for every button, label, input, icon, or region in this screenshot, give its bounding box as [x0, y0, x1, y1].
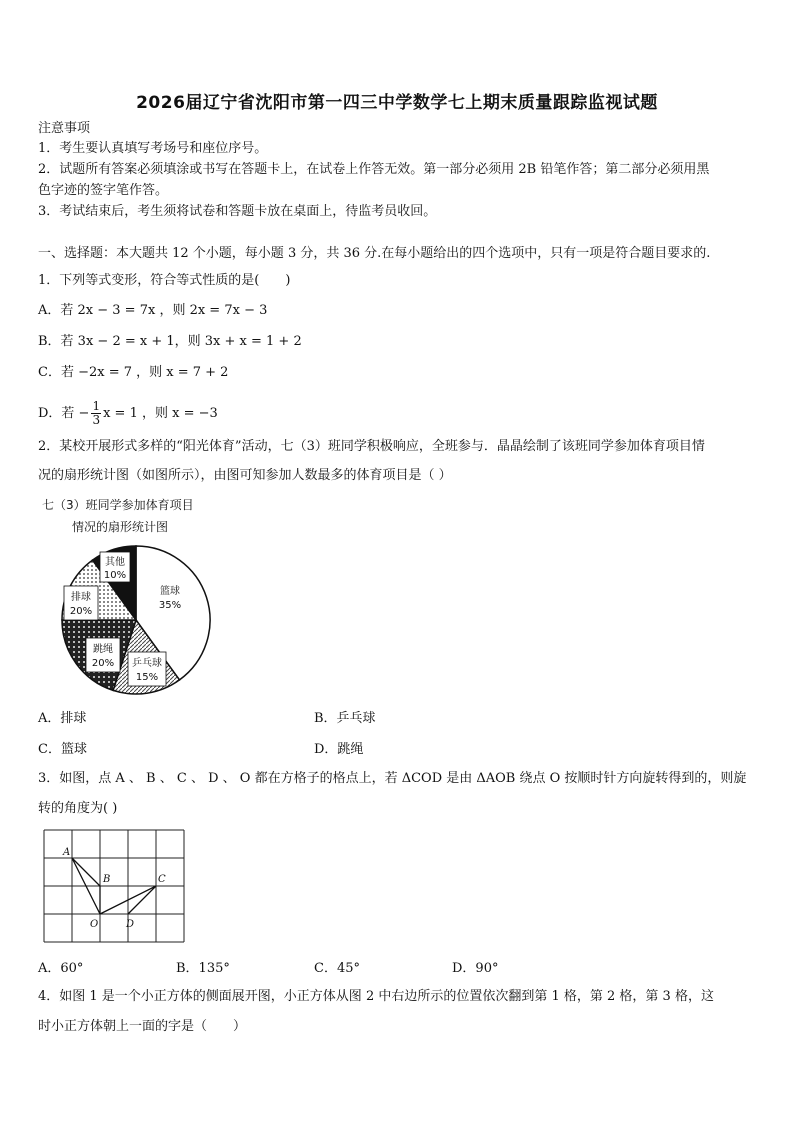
fraction-numerator: 1 — [92, 399, 101, 413]
notice-item-2-cont: 色字迹的签字笔作答。 — [38, 183, 169, 198]
pie-title-line2: 情况的扇形统计图 — [72, 520, 169, 534]
pie-label-pingpong-name: 乒乓球 — [132, 658, 162, 669]
q2-option-a: A．排球 — [38, 711, 87, 726]
pie-chart-figure — [42, 496, 232, 696]
pie-chart — [42, 540, 232, 700]
pie-label-basketball-name: 篮球 — [160, 586, 180, 597]
pie-label-other-pct: 10% — [103, 570, 127, 581]
q1-option-d-prefix: D．若 − — [38, 406, 90, 421]
q1-option-d — [38, 400, 760, 427]
point-b-label: B — [103, 874, 111, 885]
pie-label-volleyball-name: 排球 — [71, 592, 91, 603]
section-heading: 一、选择题：本大题共 12 个小题，每小题 3 分，共 36 分.在每小题给出的四个选项中，只有一项是符合题目要求的. — [38, 246, 711, 261]
q1-option-b: B．若 3x − 2 = x + 1，则 3x + x = 1 + 2 — [38, 334, 302, 349]
point-d-label: D — [126, 919, 135, 930]
q3-stem-line2: 转的角度为( ) — [38, 801, 118, 816]
pie-label-jumprope-pct: 20% — [91, 658, 115, 669]
notice-item-3: 3．考试结束后，考生须将试卷和答题卡放在桌面上，待监考员收回。 — [38, 204, 437, 219]
pie-label-volleyball-pct: 20% — [69, 606, 93, 617]
q3-stem-line1: 3．如图，点 A 、 B 、 C 、 D 、 O 都在方格子的格点上，若 ΔCOD 是由 ΔAOB 绕点 O 按顺时针方向旋转得到的，则旋 — [38, 771, 747, 786]
q3-option-a: A．60° — [38, 961, 84, 976]
q2-option-c: C．篮球 — [38, 742, 87, 757]
point-a-label: A — [63, 847, 71, 858]
q1-option-c: C．若 −2x = 7 ，则 x = 7 + 2 — [38, 365, 229, 380]
page-title: 2026届辽宁省沈阳市第一四三中学数学七上期末质量跟踪监视试题 — [136, 93, 658, 113]
notice-item-1: 1．考生要认真填写考场号和座位序号。 — [38, 141, 268, 156]
pie-label-other-name: 其他 — [105, 557, 125, 568]
pie-label-basketball-pct: 35% — [158, 600, 182, 611]
q1-option-d-suffix: x = 1 ，则 x = −3 — [103, 406, 218, 421]
q1-option-a: A．若 2x − 3 = 7x ，则 2x = 7x − 3 — [38, 303, 268, 318]
fraction-one-third — [91, 400, 101, 427]
q2-stem-line1: 2．某校开展形式多样的“阳光体育”活动，七（3）班同学积极响应，全班参与．晶晶绘制了该班同学参加体育项目情 — [38, 439, 705, 454]
pie-label-pingpong-pct: 15% — [135, 672, 159, 683]
q2-stem-line2: 况的扇形统计图（如图所示），由图可知参加人数最多的体育项目是（ ） — [38, 468, 452, 483]
q3-option-d: D．90° — [452, 961, 499, 976]
q4-stem-line2: 时小正方体朝上一面的字是（ ） — [38, 1019, 247, 1034]
notice-heading: 注意事项 — [38, 121, 91, 136]
fraction-denominator: 3 — [92, 413, 101, 427]
q3-option-b: B．135° — [176, 961, 230, 976]
q2-option-d: D．跳绳 — [314, 742, 364, 757]
point-c-label: C — [158, 874, 166, 885]
grid-figure — [42, 828, 188, 946]
pie-title-line1: 七（3）班同学参加体育项目 — [42, 498, 194, 512]
point-o-label: O — [90, 919, 99, 930]
q1-stem: 1．下列等式变形，符合等式性质的是( ) — [38, 273, 291, 288]
pie-label-jumprope-name: 跳绳 — [93, 644, 113, 655]
q3-option-c: C．45° — [314, 961, 360, 976]
q2-option-b: B．乒乓球 — [314, 711, 376, 726]
notice-item-2: 2．试题所有答案必须填涂或书写在答题卡上，在试卷上作答无效。第一部分必须用 2B 铅笔作答；第二部分必须用黑 — [38, 162, 710, 177]
q4-stem-line1: 4．如图 1 是一个小正方体的侧面展开图，小正方体从图 2 中右边所示的位置依次翻到第 1 格，第 2 格，第 3 格，这 — [38, 989, 714, 1004]
